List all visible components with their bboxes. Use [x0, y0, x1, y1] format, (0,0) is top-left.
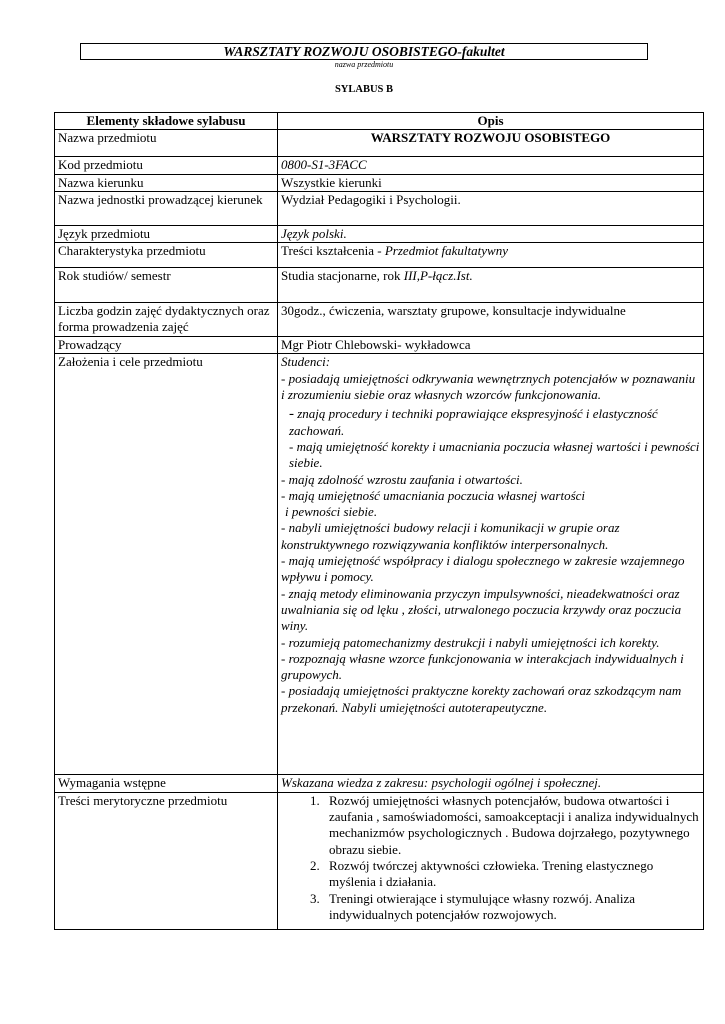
contents-cell [278, 792, 704, 929]
list-item: 3. Treningi otwierające i stymulujące własny rozwój. Analiza indywidualnych potencjałów rozwojowych. [323, 891, 700, 924]
goal-item: - znają metody eliminowania przyczyn impulsywności, nieadekwatności oraz uwalniania się od lęku , złości, utrwalonego poczucia krzywdy oraz poczucia winy. [281, 585, 682, 634]
goal-item [281, 406, 700, 439]
field-of-study-value: Wszystkie kierunki [278, 174, 704, 191]
goal-item: - mają zdolność wzrostu zaufania i otwartości. [281, 471, 523, 487]
syllabus-table [54, 112, 704, 930]
list-item: 2. Rozwój twórczej aktywności człowieka. Trening elastycznego myślenia i działania. [323, 858, 700, 891]
column-header: Elementy składowe sylabusu [55, 113, 278, 130]
table-row [55, 268, 704, 303]
row-label: Treści merytoryczne przedmiotu [55, 792, 278, 929]
goal-dash: - [289, 406, 294, 423]
table-header-row [55, 113, 704, 130]
characteristics-value [278, 243, 704, 268]
row-label: Nazwa kierunku [55, 174, 278, 191]
row-label: Liczba godzin zajęć dydaktycznych oraz forma prowadzenia zajęć [55, 303, 278, 337]
table-row [55, 157, 704, 174]
table-row [55, 354, 704, 775]
goal-item: - rozpoznają własne wzorce funkcjonowania w interakcjach indywidualnych i grupowych. [281, 650, 684, 683]
table-row [55, 191, 704, 225]
year-prefix: Studia stacjonarne, rok [281, 268, 404, 284]
goal-item: - mają umiejętność korekty i umacniania poczucia własnej wartości i pewności siebie. [289, 438, 700, 471]
row-label: Nazwa przedmiotu [55, 130, 278, 157]
table-row [55, 130, 704, 157]
table-row [55, 792, 704, 929]
year-semester-value [278, 268, 704, 303]
goal-item: i pewności siebie. [285, 504, 378, 520]
document-type: SYLABUS B [334, 84, 394, 95]
goal-item: - posiadają umiejętności praktyczne korekty zachowań oraz szkodzącym nam przekonań. Nabyli umiejętności autoterapeutyczne. [281, 683, 682, 715]
row-label: Nazwa jednostki prowadzącej kierunek [55, 191, 278, 225]
course-name-value: WARSZTATY ROZWOJU OSOBISTEGO [278, 130, 704, 157]
hours-value: 30godz., ćwiczenia, warsztaty grupowe, konsultacje indywidualne [278, 303, 704, 337]
row-label: Język przedmiotu [55, 225, 278, 242]
language-value: Język polski. [278, 225, 704, 242]
course-title-caption: nazwa przedmiotu [334, 60, 394, 69]
contents-list [281, 793, 700, 923]
list-item: 1. Rozwój umiejętności własnych potencjałów, budowa otwartości i zaufania , samoświadomości, samoakceptacji i analiza indywidualnych mechanizmów psychologicznych . Budowa dojrzałego, pozytywnego obrazu siebie. [323, 793, 700, 858]
characteristics-type: Przedmiot fakultatywny [384, 243, 508, 259]
column-header: Opis [278, 113, 704, 130]
row-label: Charakterystyka przedmiotu [55, 243, 278, 268]
table-row [55, 775, 704, 792]
course-code-value: 0800-S1-3FACC [278, 157, 704, 174]
course-title: WARSZTATY ROZWOJU OSOBISTEGO-fakultet [80, 43, 648, 60]
table-row [55, 243, 704, 268]
year-detail: III,P-łącz.Ist. [403, 268, 473, 284]
goals-cell [278, 354, 704, 775]
goal-item: - nabyli umiejętności budowy relacji i komunikacji w grupie oraz konstruktywnego rozwiązywania konfliktów interpersonalnych. [281, 520, 620, 552]
goal-item: - rozumieją patomechanizmy destrukcji i nabyli umiejętności ich korekty. [281, 634, 660, 650]
unit-value: Wydział Pedagogiki i Psychologii. [278, 191, 704, 225]
characteristics-prefix: Treści kształcenia - [281, 243, 385, 259]
goal-item: - posiadają umiejętności odkrywania wewnętrznych potencjałów w poznawaniu i zrozumieniu siebie oraz własnych wzorców funkcjonowania. [281, 370, 696, 403]
goals-intro: Studenci: [281, 354, 331, 370]
goal-item: - mają umiejętność współpracy i dialogu społecznego w zakresie wzajemnego wpływu i pomocy. [281, 553, 685, 585]
row-label: Wymagania wstępne [55, 775, 278, 792]
row-label: Założenia i cele przedmiotu [55, 354, 278, 775]
goal-item: - mają umiejętność umacniania poczucia własnej wartości [281, 487, 586, 503]
table-row [55, 337, 704, 354]
table-row [55, 174, 704, 191]
table-row [55, 303, 704, 337]
table-row [55, 225, 704, 242]
prerequisites-value: Wskazana wiedza z zakresu: psychologii ogólnej i społecznej. [278, 775, 704, 792]
row-label: Rok studiów/ semestr [55, 268, 278, 303]
row-label: Prowadzący [55, 337, 278, 354]
lecturer-value: Mgr Piotr Chlebowski- wykładowca [278, 337, 704, 354]
goal-item-text: znają procedury i techniki poprawiające ekspresyjność i elastyczność zachowań. [289, 406, 658, 438]
row-label: Kod przedmiotu [55, 157, 278, 174]
